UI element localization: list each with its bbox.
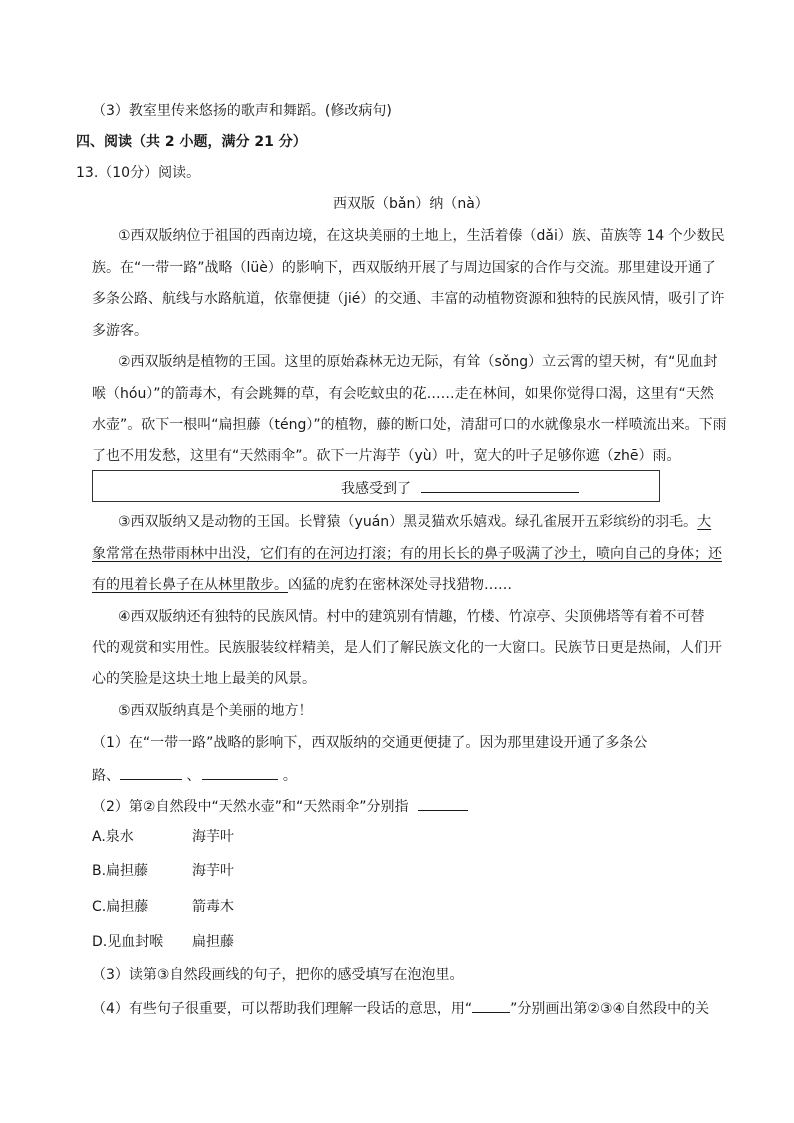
sub-question-1-text: 路、 [92, 768, 120, 784]
paragraph-3-text: ③西双版纳又是动物的王国。长臂猿（yuán）黑灵猫欢乐嬉戏。绿孔雀展开五彩缤纷的羽毛。 [118, 514, 698, 530]
question-13-heading: 13.（10分）阅读。 [76, 165, 201, 181]
sub-question-4 [92, 998, 709, 1018]
answer-blank-1[interactable] [120, 765, 182, 780]
underline-sample [472, 998, 510, 1013]
sub-question-2-text: （2）第②自然段中“天然水壶”和“天然雨伞”分别指 [92, 799, 409, 815]
feeling-box-label: 我感受到了 [341, 481, 411, 497]
sub-question-2 [92, 796, 468, 816]
option-a-value: 海芋叶 [192, 829, 234, 845]
option-d-label[interactable]: D.见血封喉 [92, 934, 164, 950]
option-d-value: 扁担藤 [192, 934, 234, 950]
question-3-sub: （3）教室里传来悠扬的歌声和舞蹈。(修改病句) [92, 103, 392, 119]
sub-question-4-text: （4）有些句子很重要，可以帮助我们理解一段话的意思，用“ [92, 1001, 473, 1017]
feeling-box-content [341, 478, 579, 498]
feeling-box [92, 470, 660, 502]
paragraph-3-underlined-text: 有的甩着长鼻子在从林里散步。 [92, 577, 288, 593]
paragraph-3-text: 凶猛的虎豹在密林深处寻找猎物…… [288, 577, 512, 593]
paragraph-2-line: 喉（hóu）”的箭毒木，有会跳舞的草，有会吃蚊虫的花……走在林间，如果你觉得口渴，这里有“天然 [92, 386, 714, 402]
option-c-label[interactable]: C.扁担藤 [92, 899, 149, 915]
option-b-label[interactable]: B.扁担藤 [92, 863, 149, 879]
paragraph-5-line: ⑤西双版纳真是个美丽的地方！ [118, 703, 313, 719]
paragraph-4-line: ④西双版纳还有独特的民族风情。村中的建筑别有情趣，竹楼、竹凉亭、尖顶佛塔等有着不可替 [118, 609, 705, 625]
paragraph-4-line: 代的观赏和实用性。民族服装纹样精美，是人们了解民族文化的一大窗口。民族节日更是热闹，人们开 [92, 640, 722, 656]
paragraph-1-line: ①西双版纳位于祖国的西南边境，在这块美丽的土地上，生活着傣（dǎi）族、苗族等 14 个少数民 [118, 228, 725, 244]
sub-question-4-text-end: ”分别画出第②③④自然段中的关 [510, 1001, 710, 1017]
paragraph-4-line: 心的笑脸是这块土地上最美的风景。 [92, 671, 316, 687]
sub-question-1-blanks [92, 765, 297, 785]
paragraph-2-line: 了也不用发愁，这里有“天然雨伞”。砍下一片海芋（yù）叶，宽大的叶子足够你遮（zhē）雨。 [92, 448, 681, 464]
sub-question-1-separator: 、 [186, 768, 201, 784]
sub-question-1: （1）在“一带一路”战略的影响下，西双版纳的交通更便捷了。因为那里建设开通了多条公 [92, 735, 648, 751]
paragraph-3-underlined-text: 象常常在热带雨林中出没，它们有的在河边打滚；有的用长长的鼻子吸满了沙土，喷向自己的身体；还 [92, 546, 722, 562]
paragraph-2-line: ②西双版纳是植物的王国。这里的原始森林无边无际，有耸（sǒng）立云霄的望天树，有“见血封 [118, 354, 718, 370]
option-b-value: 海芋叶 [192, 863, 234, 879]
paragraph-1-line: 多条公路、航线与水路航道，依靠便捷（jié）的交通、丰富的动植物资源和独特的民族风情，吸引了许 [92, 291, 725, 307]
sub-question-3: （3）读第③自然段画线的句子，把你的感受填写在泡泡里。 [92, 967, 464, 983]
option-c-value: 箭毒木 [192, 899, 234, 915]
paragraph-1-line: 族。在“一带一路”战略（lüè）的影响下，西双版纳开展了与周边国家的合作与交流。那里建设开通了 [92, 260, 716, 276]
article-title: 西双版（bǎn）纳（nà） [333, 196, 489, 212]
paragraph-3-underlined-text: 大 [697, 514, 712, 530]
answer-blank-choice[interactable] [418, 796, 468, 811]
paragraph-1-line: 多游客。 [92, 323, 148, 339]
paragraph-3-line [92, 576, 512, 594]
feeling-answer-blank[interactable] [421, 478, 579, 493]
answer-blank-2[interactable] [202, 765, 278, 780]
option-a-label[interactable]: A.泉水 [92, 829, 134, 845]
paragraph-3-line [118, 513, 711, 531]
sub-question-1-end: 。 [282, 768, 297, 784]
section-heading: 四、阅读（共 2 小题，满分 21 分） [76, 134, 307, 150]
paragraph-2-line: 水壶”。砍下一根叫“扁担藤（téng）”的植物，藤的断口处，清甜可口的水就像泉水一样喷流出来。下雨 [92, 417, 727, 433]
